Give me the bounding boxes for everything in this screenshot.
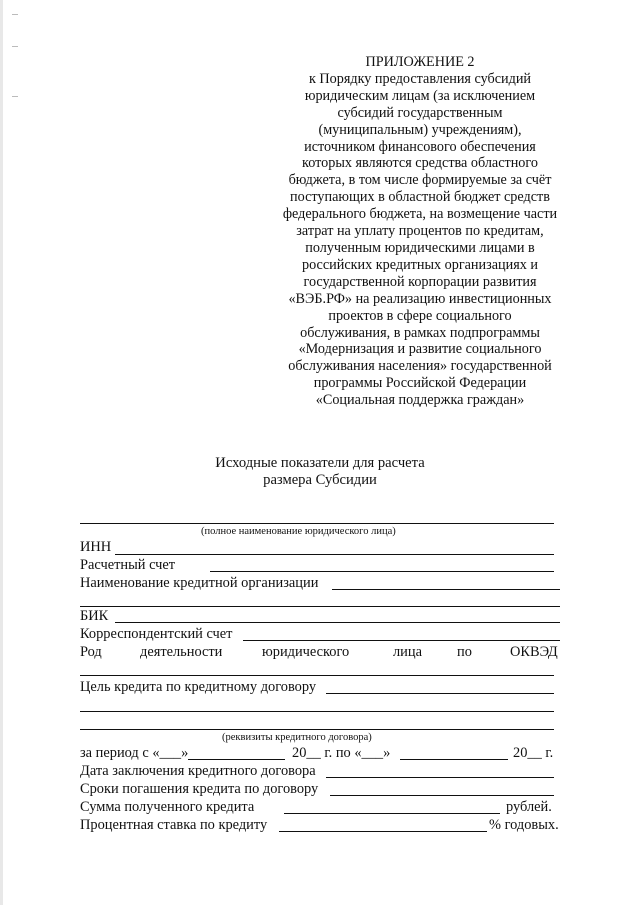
period-to-label: 20__ г. по «___» bbox=[292, 745, 391, 761]
interest-rate-field[interactable] bbox=[279, 831, 487, 832]
activity-word: Род bbox=[80, 644, 102, 660]
credit-purpose-field[interactable] bbox=[326, 693, 554, 694]
scan-mark bbox=[12, 14, 18, 15]
legal-name-caption: (полное наименование юридического лица) bbox=[201, 526, 396, 537]
annex-line: затрат на уплату процентов по кредитам, bbox=[296, 223, 544, 240]
credit-purpose-field-continued[interactable] bbox=[80, 711, 554, 712]
activity-field[interactable] bbox=[80, 675, 554, 676]
annex-line: «Социальная поддержка граждан» bbox=[315, 392, 525, 409]
annex-line: юридическим лицам (за исключением bbox=[304, 87, 536, 104]
period-to-month-field[interactable] bbox=[400, 759, 508, 760]
annex-line: проектов в сфере социального bbox=[328, 307, 512, 324]
contract-date-label: Дата заключения кредитного договора bbox=[80, 763, 316, 779]
annex-line: поступающих в областной бюджет средств bbox=[290, 189, 550, 206]
annex-line: «ВЭБ.РФ» на реализацию инвестиционных bbox=[288, 290, 552, 307]
legal-name-field[interactable] bbox=[80, 523, 554, 524]
scan-edge bbox=[0, 0, 3, 905]
annex-line: источником финансового обеспечения bbox=[304, 138, 536, 155]
credit-sum-label: Сумма полученного кредита bbox=[80, 799, 255, 815]
annex-line: (муниципальным) учреждениям), bbox=[318, 121, 522, 138]
period-from-month-field[interactable] bbox=[188, 759, 285, 760]
activity-word: юридического bbox=[262, 644, 350, 660]
corr-account-label: Корреспондентский счет bbox=[80, 626, 233, 642]
activity-word: ОКВЭД bbox=[510, 644, 558, 660]
corr-account-field[interactable] bbox=[243, 640, 560, 641]
activity-word: лица bbox=[393, 644, 422, 660]
annex-heading: ПРИЛОЖЕНИЕ 2 bbox=[365, 54, 475, 70]
bank-name-label: Наименование кредитной организации bbox=[80, 575, 319, 591]
inn-label: ИНН bbox=[80, 539, 112, 555]
repayment-terms-label: Сроки погашения кредита по договору bbox=[80, 781, 319, 797]
annex-line: «Модернизация и развитие социального bbox=[298, 341, 542, 358]
annex-line: государственной корпорации развития bbox=[303, 273, 537, 290]
annex-line: федерального бюджета, на возмещение части bbox=[282, 206, 558, 223]
form-title-line: Исходные показатели для расчета bbox=[215, 455, 425, 471]
form-title bbox=[150, 455, 490, 489]
annex-line: программы Российской Федерации bbox=[313, 375, 527, 392]
credit-purpose-label: Цель кредита по кредитному договору bbox=[80, 679, 317, 695]
credit-sum-field[interactable] bbox=[284, 813, 500, 814]
annex-line: которых являются средства областного bbox=[302, 155, 538, 172]
scan-mark bbox=[12, 46, 18, 47]
annex-line: к Порядку предоставления субсидий bbox=[308, 70, 532, 87]
repayment-terms-field[interactable] bbox=[330, 795, 554, 796]
bik-field[interactable] bbox=[115, 622, 560, 623]
period-year-label: 20__ г. bbox=[513, 745, 554, 761]
inn-field[interactable] bbox=[115, 554, 554, 555]
credit-details-caption: (реквизиты кредитного договора) bbox=[222, 732, 372, 743]
period-from-label: за период с «___» bbox=[80, 745, 189, 761]
annex-line: российских кредитных организациях и bbox=[302, 256, 538, 273]
annex-line: субсидий государственным bbox=[337, 104, 503, 121]
bank-name-field-continued[interactable] bbox=[80, 606, 560, 607]
annex-line: полученным юридическими лицами в bbox=[305, 239, 535, 256]
scan-mark bbox=[12, 96, 18, 97]
bank-name-field[interactable] bbox=[332, 589, 560, 590]
account-field[interactable] bbox=[210, 571, 554, 572]
annex-line: бюджета, в том числе формируемые за счёт bbox=[288, 172, 552, 189]
account-label: Расчетный счет bbox=[80, 557, 176, 573]
bik-label: БИК bbox=[80, 608, 109, 624]
annex-line: обслуживания, в рамках подпрограммы bbox=[300, 324, 540, 341]
form-title-line: размера Субсидии bbox=[263, 472, 377, 488]
annex-block bbox=[270, 54, 570, 409]
credit-details-field[interactable] bbox=[80, 729, 554, 730]
contract-date-field[interactable] bbox=[326, 777, 554, 778]
activity-word: деятельности bbox=[140, 644, 223, 660]
interest-rate-label: Процентная ставка по кредиту bbox=[80, 817, 268, 833]
annex-line: обслуживания населения» государственной bbox=[288, 358, 552, 375]
percent-annual-label: % годовых. bbox=[489, 817, 559, 833]
rubles-label: рублей. bbox=[506, 799, 552, 815]
activity-word: по bbox=[457, 644, 472, 660]
